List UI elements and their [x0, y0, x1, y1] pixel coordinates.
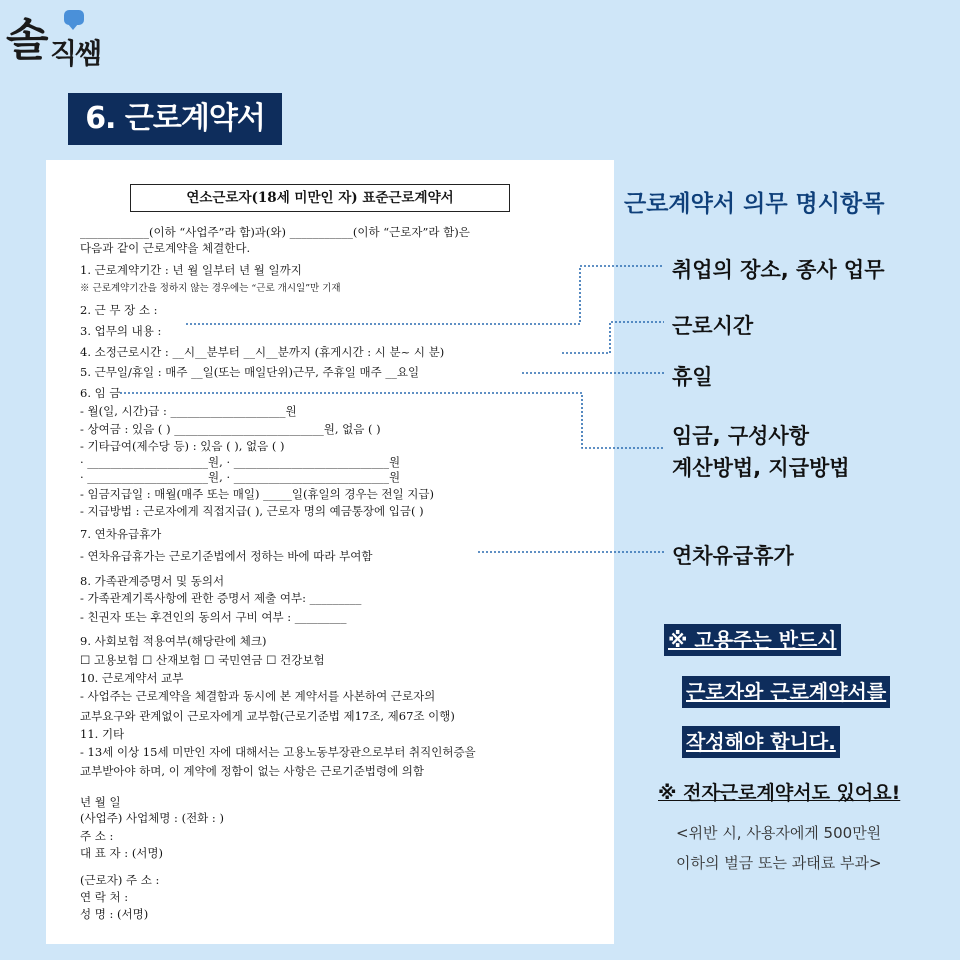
document-title: 연소근로자(18세 미만인 자) 표준근로계약서	[130, 184, 510, 212]
logo-sub-text: 직쌤	[50, 37, 101, 70]
doc-line: 대 표 자 : (서명)	[80, 846, 164, 860]
doc-line: - 사업주는 근로계약을 체결함과 동시에 본 계약서를 사본하여 근로자의	[80, 689, 436, 703]
doc-line: ____________(이하 “사업주”라 함)과(와) ___________(이하 “근로자”라 함)은	[80, 225, 470, 239]
doc-line: - 가족관계기록사항에 관한 증명서 제출 여부: _________	[80, 591, 362, 605]
label-annual-leave: 연차유급휴가	[672, 544, 794, 568]
doc-line: - 친권자 또는 후견인의 동의서 구비 여부 : _________	[80, 610, 347, 624]
label-workplace: 취업의 장소, 종사 업무	[672, 258, 885, 282]
doc-line: 교부받아야 하며, 이 계약에 정함이 없는 사항은 근로기준법령에 의함	[80, 764, 424, 778]
doc-line: 10. 근로계약서 교부	[80, 671, 184, 685]
doc-line: - 지급방법 : 근로자에게 직접지급( ), 근로자 명의 예금통장에 입금( )	[80, 504, 424, 518]
doc-line: 11. 기타	[80, 727, 125, 741]
logo-main-text: 솔	[6, 15, 47, 66]
label-holiday: 휴일	[672, 365, 713, 389]
doc-line: ※ 근로계약기간을 정하지 않는 경우에는 “근로 개시일”만 기재	[80, 283, 341, 294]
doc-line: 주 소 :	[80, 829, 114, 843]
label-hours: 근로시간	[672, 314, 754, 338]
doc-line: 9. 사회보험 적용여부(해당란에 체크)	[80, 634, 267, 648]
doc-line: 4. 소정근로시간 : __시__분부터 __시__분까지 (휴게시간 : 시 분~ 시 분)	[80, 345, 445, 359]
doc-line: · _____________________원, · ___________________________원	[80, 455, 401, 469]
section-title: 6. 근로계약서	[68, 93, 282, 145]
doc-line: 2. 근 무 장 소 :	[80, 303, 158, 317]
doc-line: 다음과 같이 근로계약을 체결한다.	[80, 241, 251, 255]
connector-wage	[120, 393, 664, 448]
doc-line: 1. 근로계약기간 : 년 월 일부터 년 월 일까지	[80, 263, 302, 277]
notice-line-4: ※ 전자근로계약서도 있어요!	[658, 782, 901, 804]
doc-line: - 상여금 : 있음 ( ) __________________________원, 없음 ( )	[80, 422, 381, 436]
doc-line: 8. 가족관계증명서 및 동의서	[80, 574, 225, 588]
doc-line: 3. 업무의 내용 :	[80, 324, 162, 338]
doc-line: 5. 근무일/휴일 : 매주 __일(또는 매일단위)근무, 주휴일 매주 __요일	[80, 365, 420, 379]
doc-line: 연 락 처 :	[80, 890, 129, 904]
doc-line: - 기타급여(제수당 등) : 있음 ( ), 없음 ( )	[80, 439, 285, 453]
penalty-line-1: <위반 시, 사용자에게 500만원	[676, 824, 882, 842]
notice-line-2: 근로자와 근로계약서를	[682, 676, 890, 708]
doc-line: - 연차유급휴가는 근로기준법에서 정하는 바에 따라 부여함	[80, 549, 373, 563]
label-wage-line1: 임금, 구성사항	[672, 424, 810, 448]
connector-hours	[562, 322, 664, 353]
doc-line: 년 월 일	[80, 795, 121, 809]
doc-line: (사업주) 사업체명 : (전화 : )	[80, 811, 224, 825]
doc-line: ☐ 고용보험 ☐ 산재보험 ☐ 국민연금 ☐ 건강보험	[80, 653, 325, 667]
doc-line: - 월(일, 시간)급 : ____________________원	[80, 404, 297, 418]
label-wage-line2: 계산방법, 지급방법	[672, 456, 850, 480]
penalty-line-2: 이하의 벌금 또는 과태료 부과>	[676, 854, 882, 872]
notice-line-1: ※ 고용주는 반드시	[664, 624, 841, 656]
doc-line: · _____________________원, · ___________________________원	[80, 470, 401, 484]
connector-workplace	[186, 266, 664, 324]
doc-line: - 13세 이상 15세 미만인 자에 대해서는 고용노동부장관으로부터 취직인허증을	[80, 745, 476, 759]
notice-line-3: 작성해야 합니다.	[682, 726, 840, 758]
mandatory-items-heading: 근로계약서 의무 명시항목	[624, 191, 885, 217]
doc-line: 성 명 : (서명)	[80, 907, 149, 921]
doc-line: 7. 연차유급휴가	[80, 527, 162, 541]
doc-line: - 임금지급일 : 매월(매주 또는 매일) _____일(휴일의 경우는 전일 지급)	[80, 487, 434, 501]
doc-line: (근로자) 주 소 :	[80, 873, 160, 887]
doc-line: 교부요구와 관계없이 근로자에게 교부함(근로기준법 제17조, 제67조 이행)	[80, 709, 455, 723]
doc-line: 6. 임 금	[80, 386, 121, 400]
